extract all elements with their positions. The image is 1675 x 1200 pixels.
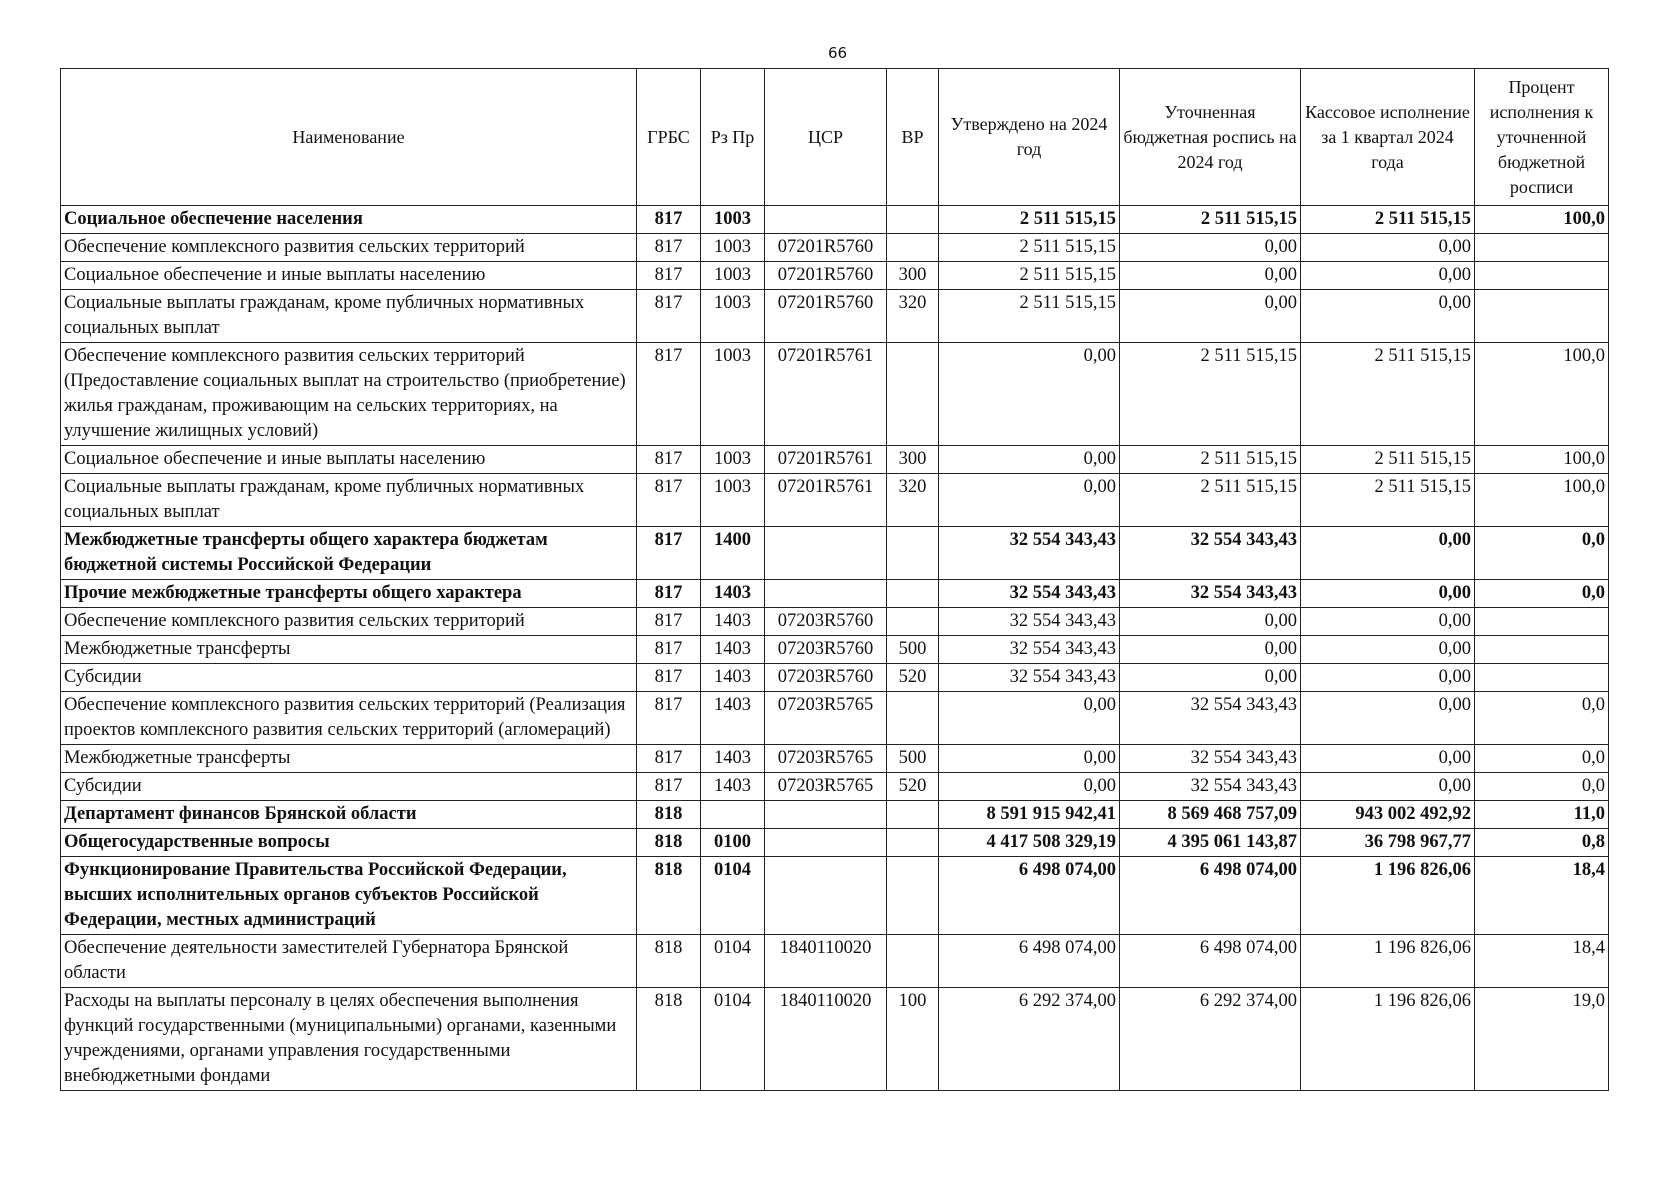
cell-cash: 0,00: [1301, 527, 1475, 580]
header-grbs: ГРБС: [637, 69, 701, 206]
cell-grbs: 818: [637, 857, 701, 935]
table-row: [61, 857, 1609, 935]
cell-name: Обеспечение комплексного развития сельских территорий (Предоставление социальных выплат на строительство (приобретение) жилья гражданам, проживающим на сельских территориях, на улучшение жилищных условий): [61, 343, 637, 446]
table-row: [61, 474, 1609, 527]
cell-rzpr: 1003: [701, 343, 765, 446]
cell-csr: 07203R5765: [765, 745, 887, 773]
cell-vr: 320: [887, 290, 939, 343]
table-row: [61, 801, 1609, 829]
cell-name: Субсидии: [61, 664, 637, 692]
header-percent: Процент исполнения к уточненной бюджетной росписи: [1475, 69, 1609, 206]
cell-vr: [887, 935, 939, 988]
cell-percent: [1475, 608, 1609, 636]
cell-percent: 0,0: [1475, 692, 1609, 745]
cell-vr: [887, 527, 939, 580]
cell-csr: [765, 527, 887, 580]
cell-rzpr: 1403: [701, 636, 765, 664]
cell-csr: [765, 801, 887, 829]
cell-rzpr: 1003: [701, 290, 765, 343]
cell-percent: [1475, 234, 1609, 262]
cell-grbs: 817: [637, 664, 701, 692]
cell-percent: 0,0: [1475, 773, 1609, 801]
cell-rzpr: 1003: [701, 206, 765, 234]
cell-refined: 32 554 343,43: [1120, 773, 1301, 801]
cell-rzpr: 1403: [701, 580, 765, 608]
cell-approved: 32 554 343,43: [939, 636, 1120, 664]
cell-vr: [887, 857, 939, 935]
table-row: [61, 745, 1609, 773]
table-row: [61, 262, 1609, 290]
cell-approved: 32 554 343,43: [939, 527, 1120, 580]
cell-grbs: 817: [637, 474, 701, 527]
cell-percent: 19,0: [1475, 988, 1609, 1091]
cell-cash: 0,00: [1301, 745, 1475, 773]
cell-rzpr: 1403: [701, 692, 765, 745]
cell-rzpr: 1003: [701, 446, 765, 474]
cell-cash: 0,00: [1301, 773, 1475, 801]
cell-percent: 100,0: [1475, 446, 1609, 474]
cell-name: Социальное обеспечение и иные выплаты населению: [61, 446, 637, 474]
cell-approved: 6 498 074,00: [939, 857, 1120, 935]
cell-cash: 2 511 515,15: [1301, 474, 1475, 527]
cell-csr: 07201R5761: [765, 343, 887, 446]
cell-name: Обеспечение комплексного развития сельских территорий (Реализация проектов комплексного развития сельских территорий (агломераций): [61, 692, 637, 745]
header-cash: Кассовое исполнение за 1 квартал 2024 года: [1301, 69, 1475, 206]
cell-refined: 6 498 074,00: [1120, 935, 1301, 988]
cell-name: Обеспечение комплексного развития сельских территорий: [61, 234, 637, 262]
cell-refined: 0,00: [1120, 262, 1301, 290]
cell-name: Департамент финансов Брянской области: [61, 801, 637, 829]
table-row: [61, 692, 1609, 745]
cell-cash: 0,00: [1301, 580, 1475, 608]
cell-cash: 2 511 515,15: [1301, 343, 1475, 446]
cell-cash: 0,00: [1301, 290, 1475, 343]
cell-approved: 4 417 508 329,19: [939, 829, 1120, 857]
cell-refined: 2 511 515,15: [1120, 343, 1301, 446]
cell-rzpr: 1403: [701, 745, 765, 773]
cell-grbs: 817: [637, 773, 701, 801]
cell-vr: 520: [887, 773, 939, 801]
cell-refined: 2 511 515,15: [1120, 446, 1301, 474]
cell-name: Социальные выплаты гражданам, кроме публичных нормативных социальных выплат: [61, 474, 637, 527]
cell-percent: 100,0: [1475, 343, 1609, 446]
cell-grbs: 818: [637, 801, 701, 829]
cell-csr: 07201R5761: [765, 446, 887, 474]
cell-approved: 6 498 074,00: [939, 935, 1120, 988]
cell-rzpr: 1403: [701, 664, 765, 692]
cell-refined: 0,00: [1120, 234, 1301, 262]
header-csr: ЦСР: [765, 69, 887, 206]
cell-vr: 300: [887, 262, 939, 290]
cell-csr: 1840110020: [765, 988, 887, 1091]
cell-refined: 2 511 515,15: [1120, 206, 1301, 234]
cell-refined: 32 554 343,43: [1120, 745, 1301, 773]
cell-cash: 0,00: [1301, 692, 1475, 745]
cell-cash: 0,00: [1301, 636, 1475, 664]
cell-name: Социальное обеспечение и иные выплаты населению: [61, 262, 637, 290]
cell-refined: 8 569 468 757,09: [1120, 801, 1301, 829]
page-number: 66: [827, 44, 848, 62]
cell-grbs: 817: [637, 343, 701, 446]
cell-vr: 500: [887, 745, 939, 773]
header-rzpr: Рз Пр: [701, 69, 765, 206]
cell-cash: 943 002 492,92: [1301, 801, 1475, 829]
cell-grbs: 818: [637, 988, 701, 1091]
cell-refined: 0,00: [1120, 290, 1301, 343]
cell-percent: 0,0: [1475, 580, 1609, 608]
table-row: [61, 580, 1609, 608]
cell-percent: 100,0: [1475, 206, 1609, 234]
cell-percent: 100,0: [1475, 474, 1609, 527]
table-row: [61, 773, 1609, 801]
cell-vr: 520: [887, 664, 939, 692]
cell-cash: 1 196 826,06: [1301, 988, 1475, 1091]
table-row: [61, 935, 1609, 988]
cell-name: Социальные выплаты гражданам, кроме публичных нормативных социальных выплат: [61, 290, 637, 343]
cell-approved: 2 511 515,15: [939, 262, 1120, 290]
cell-refined: 2 511 515,15: [1120, 474, 1301, 527]
cell-csr: 1840110020: [765, 935, 887, 988]
cell-approved: 32 554 343,43: [939, 664, 1120, 692]
cell-approved: 0,00: [939, 343, 1120, 446]
cell-grbs: 818: [637, 935, 701, 988]
cell-csr: 07201R5761: [765, 474, 887, 527]
cell-grbs: 818: [637, 829, 701, 857]
header-refined: Уточненная бюджетная роспись на 2024 год: [1120, 69, 1301, 206]
cell-name: Прочие межбюджетные трансферты общего характера: [61, 580, 637, 608]
header-approved: Утверждено на 2024 год: [939, 69, 1120, 206]
cell-name: Социальное обеспечение населения: [61, 206, 637, 234]
cell-approved: 0,00: [939, 446, 1120, 474]
cell-approved: 32 554 343,43: [939, 580, 1120, 608]
cell-cash: 1 196 826,06: [1301, 935, 1475, 988]
cell-csr: [765, 206, 887, 234]
header-name: Наименование: [61, 69, 637, 206]
cell-rzpr: 1403: [701, 773, 765, 801]
cell-rzpr: 0104: [701, 988, 765, 1091]
cell-percent: 0,0: [1475, 745, 1609, 773]
cell-grbs: 817: [637, 580, 701, 608]
cell-csr: [765, 829, 887, 857]
cell-approved: 2 511 515,15: [939, 234, 1120, 262]
cell-approved: 6 292 374,00: [939, 988, 1120, 1091]
cell-name: Межбюджетные трансферты: [61, 636, 637, 664]
cell-csr: [765, 580, 887, 608]
cell-csr: 07201R5760: [765, 290, 887, 343]
cell-name: Межбюджетные трансферты общего характера бюджетам бюджетной системы Российской Федерации: [61, 527, 637, 580]
cell-rzpr: 1003: [701, 234, 765, 262]
table-row: [61, 829, 1609, 857]
cell-cash: 2 511 515,15: [1301, 446, 1475, 474]
cell-csr: 07203R5760: [765, 636, 887, 664]
cell-vr: [887, 608, 939, 636]
cell-csr: 07201R5760: [765, 262, 887, 290]
cell-refined: 6 498 074,00: [1120, 857, 1301, 935]
budget-table: [60, 68, 1609, 1091]
cell-vr: [887, 801, 939, 829]
cell-name: Субсидии: [61, 773, 637, 801]
cell-vr: [887, 343, 939, 446]
table-row: [61, 527, 1609, 580]
cell-grbs: 817: [637, 527, 701, 580]
cell-percent: [1475, 262, 1609, 290]
cell-vr: 300: [887, 446, 939, 474]
cell-rzpr: 1400: [701, 527, 765, 580]
cell-rzpr: 0100: [701, 829, 765, 857]
cell-refined: 0,00: [1120, 664, 1301, 692]
cell-grbs: 817: [637, 692, 701, 745]
cell-refined: 0,00: [1120, 608, 1301, 636]
cell-grbs: 817: [637, 636, 701, 664]
cell-name: Обеспечение деятельности заместителей Губернатора Брянской области: [61, 935, 637, 988]
cell-csr: 07203R5765: [765, 692, 887, 745]
cell-refined: 32 554 343,43: [1120, 692, 1301, 745]
table-row: [61, 664, 1609, 692]
table-row: [61, 290, 1609, 343]
cell-grbs: 817: [637, 206, 701, 234]
cell-approved: 8 591 915 942,41: [939, 801, 1120, 829]
cell-csr: 07201R5760: [765, 234, 887, 262]
cell-approved: 0,00: [939, 773, 1120, 801]
cell-percent: 18,4: [1475, 935, 1609, 988]
cell-cash: 2 511 515,15: [1301, 206, 1475, 234]
cell-name: Межбюджетные трансферты: [61, 745, 637, 773]
table-row: [61, 636, 1609, 664]
cell-approved: 2 511 515,15: [939, 206, 1120, 234]
cell-cash: 1 196 826,06: [1301, 857, 1475, 935]
cell-grbs: 817: [637, 290, 701, 343]
cell-rzpr: 1003: [701, 474, 765, 527]
cell-refined: 32 554 343,43: [1120, 527, 1301, 580]
cell-approved: 0,00: [939, 474, 1120, 527]
cell-rzpr: 1003: [701, 262, 765, 290]
cell-refined: 0,00: [1120, 636, 1301, 664]
cell-grbs: 817: [637, 608, 701, 636]
table-row: [61, 206, 1609, 234]
cell-csr: 07203R5760: [765, 664, 887, 692]
cell-rzpr: 0104: [701, 935, 765, 988]
cell-percent: 0,0: [1475, 527, 1609, 580]
cell-rzpr: [701, 801, 765, 829]
cell-refined: 4 395 061 143,87: [1120, 829, 1301, 857]
cell-grbs: 817: [637, 234, 701, 262]
cell-csr: 07203R5765: [765, 773, 887, 801]
cell-refined: 6 292 374,00: [1120, 988, 1301, 1091]
cell-percent: [1475, 664, 1609, 692]
cell-percent: 18,4: [1475, 857, 1609, 935]
cell-csr: [765, 857, 887, 935]
cell-vr: 320: [887, 474, 939, 527]
cell-approved: 2 511 515,15: [939, 290, 1120, 343]
cell-name: Функционирование Правительства Российской Федерации, высших исполнительных органов субъектов Российской Федерации, местных администраций: [61, 857, 637, 935]
cell-name: Общегосударственные вопросы: [61, 829, 637, 857]
cell-rzpr: 1403: [701, 608, 765, 636]
cell-approved: 0,00: [939, 692, 1120, 745]
cell-percent: 11,0: [1475, 801, 1609, 829]
cell-name: Расходы на выплаты персоналу в целях обеспечения выполнения функций государственными (муниципальными) органами, казенными учреждениями, органами управления государственными внебюджетными фондами: [61, 988, 637, 1091]
cell-percent: [1475, 290, 1609, 343]
header-vr: ВР: [887, 69, 939, 206]
table-row: [61, 343, 1609, 446]
cell-cash: 36 798 967,77: [1301, 829, 1475, 857]
cell-vr: [887, 692, 939, 745]
cell-grbs: 817: [637, 745, 701, 773]
cell-rzpr: 0104: [701, 857, 765, 935]
cell-percent: 0,8: [1475, 829, 1609, 857]
cell-approved: 0,00: [939, 745, 1120, 773]
cell-vr: [887, 829, 939, 857]
cell-cash: 0,00: [1301, 262, 1475, 290]
cell-cash: 0,00: [1301, 608, 1475, 636]
cell-vr: [887, 234, 939, 262]
cell-vr: 500: [887, 636, 939, 664]
table-header-row: [61, 69, 1609, 206]
table-row: [61, 446, 1609, 474]
cell-refined: 32 554 343,43: [1120, 580, 1301, 608]
cell-cash: 0,00: [1301, 234, 1475, 262]
cell-vr: [887, 206, 939, 234]
cell-cash: 0,00: [1301, 664, 1475, 692]
cell-percent: [1475, 636, 1609, 664]
cell-grbs: 817: [637, 262, 701, 290]
cell-csr: 07203R5760: [765, 608, 887, 636]
cell-approved: 32 554 343,43: [939, 608, 1120, 636]
cell-name: Обеспечение комплексного развития сельских территорий: [61, 608, 637, 636]
cell-grbs: 817: [637, 446, 701, 474]
cell-vr: 100: [887, 988, 939, 1091]
table-row: [61, 234, 1609, 262]
table-row: [61, 608, 1609, 636]
cell-vr: [887, 580, 939, 608]
table-row: [61, 988, 1609, 1091]
